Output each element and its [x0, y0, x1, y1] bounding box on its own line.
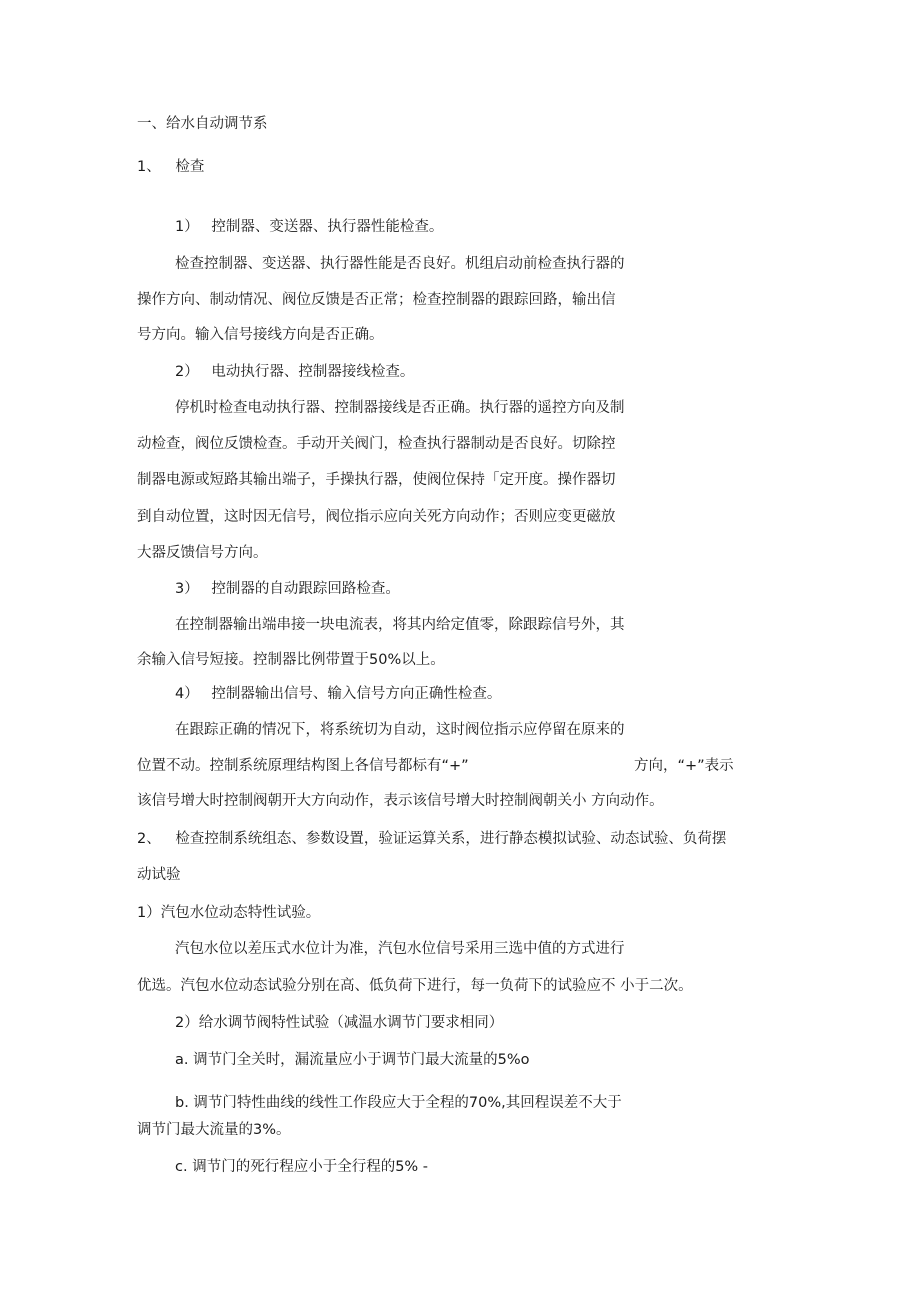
item-1-title: 检查 — [175, 159, 205, 175]
subitem-1-heading — [175, 217, 443, 237]
subitem-1-title: 控制器、变送器、执行器性能检查。 — [211, 219, 444, 235]
item-2-heading — [137, 829, 726, 849]
paragraph-line-left: 位置不动。控制系统原理结构图上各信号都标有“+” — [137, 758, 469, 774]
paragraph-line: 检查控制器、变送器、执行器性能是否良好。机组启动前检查执行器的 — [175, 256, 625, 272]
paragraph-line-right: 方向，“+”表示 — [634, 758, 734, 774]
test-2-item-a: a. 调节门全关时，漏流量应小于调节门最大流量的5%o — [175, 1052, 530, 1068]
subitem-4-number: 4） — [175, 686, 199, 702]
subitem-3-number: 3） — [175, 581, 199, 597]
paragraph-line: 号方向。输入信号接线方向是否正确。 — [137, 327, 384, 343]
item-1-number: 1、 — [137, 159, 161, 175]
item-1-heading — [137, 157, 204, 177]
section-title: 一、给水自动调节系 — [137, 116, 268, 132]
subitem-1-number: 1） — [175, 219, 199, 235]
test-2-title: 2）给水调节阀特性试验（减温水调节门要求相同） — [175, 1015, 504, 1031]
subitem-3-heading — [175, 579, 400, 599]
test-2-item-b-line-2: 调节门最大流量的3%。 — [137, 1122, 291, 1138]
paragraph-line: 在跟踪正确的情况下，将系统切为自动，这时阀位指示应停留在原来的 — [175, 722, 625, 738]
subitem-2-title: 电动执行器、控制器接线检查。 — [211, 364, 415, 380]
subitem-4-title: 控制器输出信号、输入信号方向正确性检查。 — [211, 686, 502, 702]
subitem-2-number: 2） — [175, 364, 199, 380]
paragraph-line: 到自动位置，这时因无信号，阀位指示应向关死方向动作；否则应变更磁放 — [137, 509, 616, 525]
item-2-line-1: 检查控制系统组态、参数设置，验证运算关系，进行静态模拟试验、动态试验、负荷摆 — [175, 831, 727, 847]
paragraph-line: 该信号增大时控制阀朝开大方向动作，表示该信号增大时控制阀朝关小 方向动作。 — [137, 793, 664, 809]
paragraph-line: 大器反馈信号方向。 — [137, 545, 268, 561]
paragraph-line: 动检查，阀位反馈检查。手动开关阀门，检查执行器制动是否良好。切除控 — [137, 436, 616, 452]
test-2-item-c: c. 调节门的死行程应小于全行程的5% - — [175, 1159, 429, 1175]
test-2-item-b-line-1: b. 调节门特性曲线的线性工作段应大于全程的70%,其回程误差不大于 — [175, 1095, 622, 1111]
paragraph-line: 余输入信号短接。控制器比例带置于50%以上。 — [137, 652, 445, 668]
paragraph-line: 操作方向、制动情况、阀位反馈是否正常；检查控制器的跟踪回路，输出信 — [137, 292, 616, 308]
subitem-2-heading — [175, 362, 414, 382]
item-2-line-2: 动试验 — [137, 867, 181, 883]
paragraph-line: 停机时检查电动执行器、控制器接线是否正确。执行器的遥控方向及制 — [175, 400, 625, 416]
paragraph-line: 在控制器输出端串接一块电流表，将其内给定值零，除跟踪信号外，其 — [175, 617, 625, 633]
item-2-number: 2、 — [137, 831, 161, 847]
subitem-3-title: 控制器的自动跟踪回路检查。 — [211, 581, 400, 597]
paragraph-line: 优选。汽包水位动态试验分别在高、低负荷下进行，每一负荷下的试验应不 小于二次。 — [137, 978, 693, 994]
paragraph-line: 制器电源或短路其输出端子，手操执行器，使阀位保持「定开度。操作器切 — [137, 472, 616, 488]
paragraph-line: 汽包水位以差压式水位计为准，汽包水位信号采用三选中值的方式进行 — [175, 941, 625, 957]
test-1-title: 1）汽包水位动态特性试验。 — [137, 905, 321, 921]
subitem-4-heading — [175, 684, 501, 704]
